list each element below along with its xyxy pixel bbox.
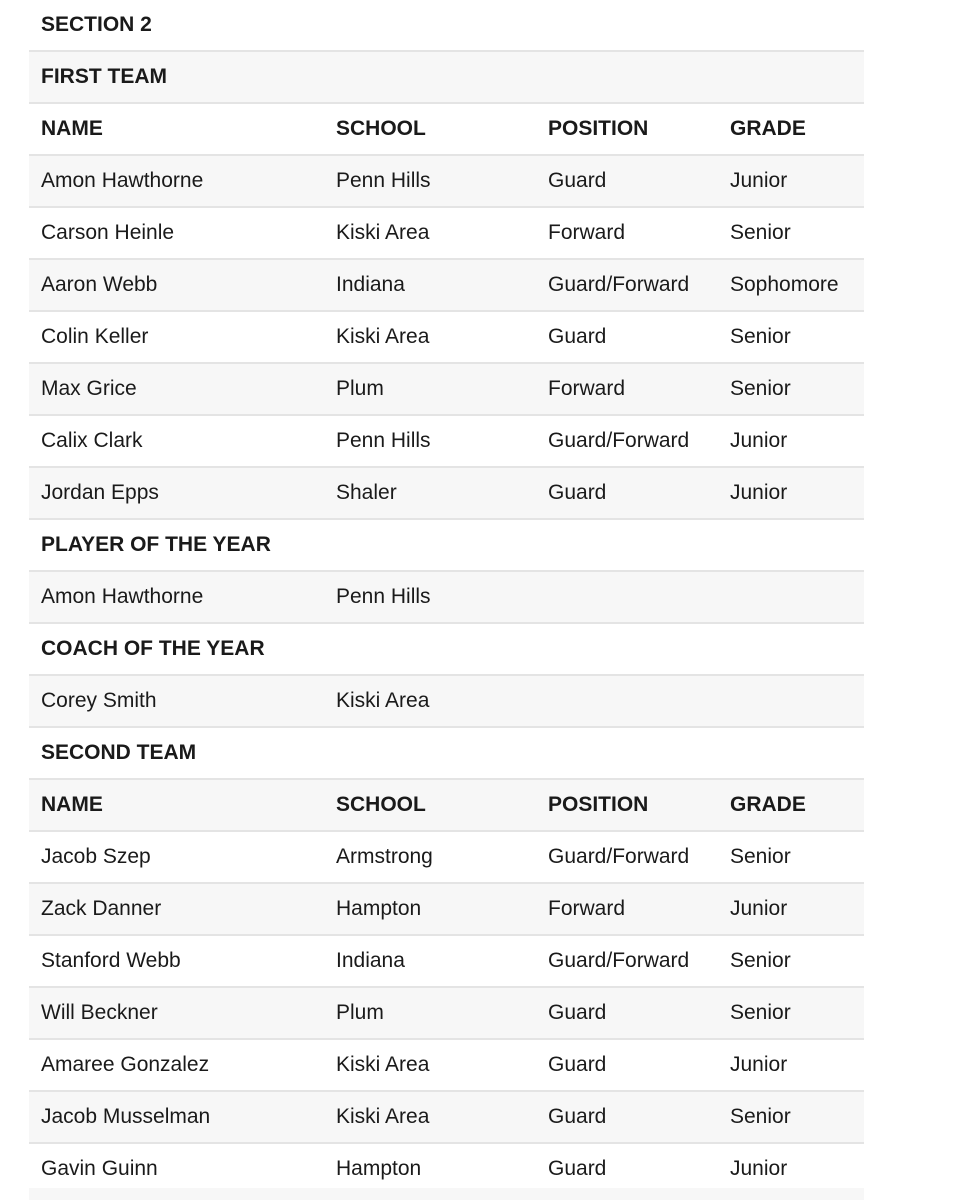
player-name: Calix Clark [41,429,143,452]
player-name: Stanford Webb [41,949,181,972]
header-name: NAME [41,793,103,816]
player-school: Hampton [336,1157,422,1180]
player-school: Penn Hills [336,429,431,452]
player-name: Carson Heinle [41,221,175,244]
player-school: Kiski Area [336,1105,430,1128]
header-grade: GRADE [730,117,806,140]
player-school: Penn Hills [336,169,431,192]
player-position: Guard [548,1157,607,1180]
player-name: Aaron Webb [41,273,158,296]
second-team-title-row [29,728,864,780]
player-name: Jacob Szep [41,845,151,868]
player-position: Guard [548,481,607,504]
second-team-header-row [29,780,864,832]
player-school: Kiski Area [336,325,430,348]
table-row [29,988,864,1040]
player-position: Guard [548,1105,607,1128]
coach-of-year-school: Kiski Area [336,689,430,712]
player-name: Max Grice [41,377,137,400]
table-row [29,364,864,416]
player-grade: Senior [730,1105,791,1128]
player-grade: Senior [730,325,791,348]
player-school: Shaler [336,481,397,504]
player-position: Forward [548,221,626,244]
table-row [29,884,864,936]
player-grade: Sophomore [730,273,839,296]
player-position: Guard/Forward [548,845,690,868]
section-title: SECTION 2 [41,13,152,36]
table-row [29,1040,864,1092]
player-position: Guard/Forward [548,949,690,972]
player-grade: Senior [730,1001,791,1024]
player-name: Gavin Guinn [41,1157,158,1180]
first-team-title-row [29,52,864,104]
player-school: Indiana [336,273,405,296]
header-grade: GRADE [730,793,806,816]
player-name: Amon Hawthorne [41,169,204,192]
header-name: NAME [41,117,103,140]
player-of-year-row [29,572,864,624]
player-position: Guard [548,1001,607,1024]
table-row [29,1092,864,1144]
table-row [29,156,864,208]
table-row [29,936,864,988]
player-grade: Junior [730,429,788,452]
player-grade: Senior [730,377,791,400]
table-row [29,832,864,884]
player-school: Kiski Area [336,221,430,244]
header-position: POSITION [548,117,649,140]
player-school: Plum [336,1001,384,1024]
second-team-title: SECOND TEAM [41,741,197,764]
header-school: SCHOOL [336,117,426,140]
player-of-year-title-row [29,520,864,572]
player-position: Forward [548,897,626,920]
player-position: Guard [548,325,607,348]
player-of-year-title: PLAYER OF THE YEAR [41,533,271,556]
player-position: Forward [548,377,626,400]
player-school: Indiana [336,949,405,972]
first-team-title: FIRST TEAM [41,65,167,88]
player-name: Zack Danner [41,897,162,920]
player-name: Amaree Gonzalez [41,1053,210,1076]
player-grade: Junior [730,897,788,920]
header-school: SCHOOL [336,793,426,816]
first-team-header-row [29,104,864,156]
header-position: POSITION [548,793,649,816]
player-name: Jordan Epps [41,481,159,504]
player-position: Guard [548,169,607,192]
player-of-year-school: Penn Hills [336,585,431,608]
coach-of-year-title: COACH OF THE YEAR [41,637,265,660]
coach-of-year-title-row [29,624,864,676]
player-school: Hampton [336,897,422,920]
player-school: Plum [336,377,384,400]
player-grade: Junior [730,1053,788,1076]
table-row [29,468,864,520]
player-grade: Senior [730,949,791,972]
all-section-table [29,0,864,1196]
player-grade: Senior [730,845,791,868]
player-school: Kiski Area [336,1053,430,1076]
coach-of-year-row [29,676,864,728]
player-grade: Junior [730,169,788,192]
player-position: Guard [548,1053,607,1076]
player-position: Guard/Forward [548,429,690,452]
player-of-year-name: Amon Hawthorne [41,585,204,608]
table-row [29,260,864,312]
player-name: Jacob Musselman [41,1105,211,1128]
next-row-edge [29,1188,864,1200]
table-row [29,208,864,260]
player-name: Will Beckner [41,1001,158,1024]
player-grade: Junior [730,481,788,504]
coach-of-year-name: Corey Smith [41,689,157,712]
table-row [29,416,864,468]
section-title-row [29,0,864,52]
table-row [29,312,864,364]
player-name: Colin Keller [41,325,149,348]
player-position: Guard/Forward [548,273,690,296]
player-grade: Senior [730,221,791,244]
player-school: Armstrong [336,845,433,868]
player-grade: Junior [730,1157,788,1180]
